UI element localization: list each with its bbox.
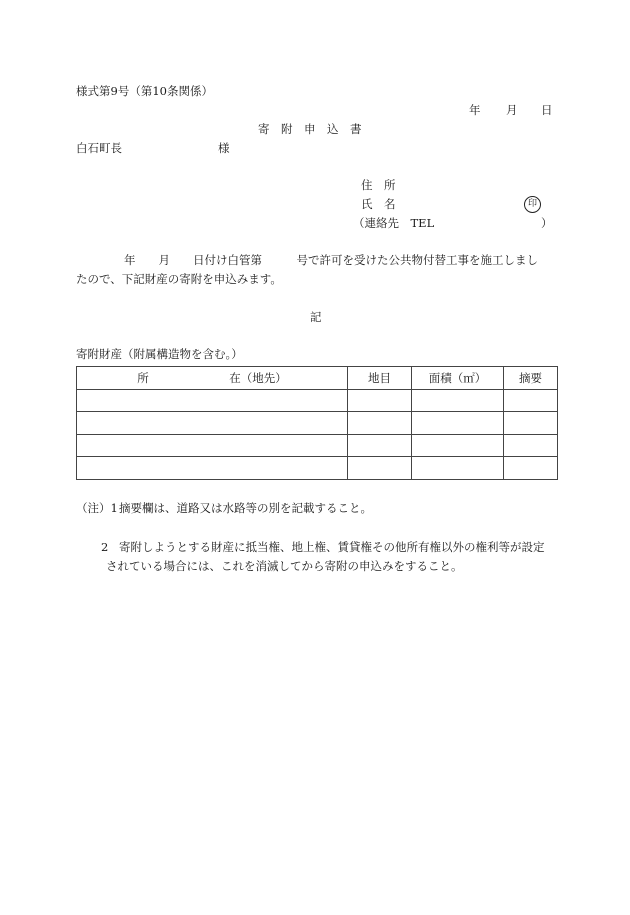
note-1-text: 摘要欄は、道路又は水路等の別を記載すること。 — [119, 501, 372, 515]
cell-remarks[interactable] — [504, 434, 558, 457]
cell-area[interactable] — [412, 412, 504, 435]
address-label: 住 所 — [361, 178, 396, 192]
cell-remarks[interactable] — [504, 389, 558, 412]
cell-location[interactable] — [77, 412, 348, 435]
cell-land-category[interactable] — [348, 389, 412, 412]
note-2-text-continued: されている場合には、これを消滅してから寄附の申込みをすること。 — [106, 559, 463, 573]
header-land-category: 地目 — [348, 367, 412, 390]
form-number: 様式第9号（第10条関係） — [76, 84, 213, 98]
cell-area[interactable] — [412, 389, 504, 412]
cell-land-category[interactable] — [348, 457, 412, 480]
seal-icon: 印 — [524, 196, 541, 213]
cell-location[interactable] — [77, 389, 348, 412]
table-row — [77, 434, 558, 457]
note-2-marker: 2 — [101, 540, 109, 554]
cell-area[interactable] — [412, 457, 504, 480]
table-header-row — [77, 367, 558, 390]
header-remarks: 摘要 — [504, 367, 558, 390]
note-2-text: 寄附しようとする財産に抵当権、地上権、賃貸権その他所有権以外の権利等が設定 — [119, 540, 545, 554]
table-row — [77, 457, 558, 480]
cell-location[interactable] — [77, 434, 348, 457]
table-row — [77, 389, 558, 412]
name-label: 氏 名 — [361, 197, 396, 211]
cell-land-category[interactable] — [348, 412, 412, 435]
gift-property-table — [76, 366, 558, 480]
table-caption: 寄附財産（附属構造物を含む。） — [76, 347, 243, 361]
addressee-name: 白石町長 — [76, 141, 122, 155]
cell-area[interactable] — [412, 434, 504, 457]
addressee-honorific: 様 — [218, 141, 230, 155]
body-line-2: たので、下記財産の寄附を申込みます。 — [76, 272, 282, 286]
date-month: 月 — [506, 103, 518, 117]
date-day: 日 — [541, 103, 553, 117]
body-line-1: 年 月 日付け白管第 号で許可を受けた公共物付替工事を施工しまし — [124, 253, 538, 267]
contact-close: ） — [541, 216, 553, 230]
date-year: 年 — [469, 103, 481, 117]
cell-remarks[interactable] — [504, 412, 558, 435]
note-1-marker: （注）1 — [76, 501, 118, 515]
contact-tel: （連絡先 TEL — [353, 216, 435, 230]
cell-remarks[interactable] — [504, 457, 558, 480]
header-area: 面積（㎡） — [412, 367, 504, 390]
document-title: 寄 附 申 込 書 — [258, 122, 362, 136]
table-row — [77, 412, 558, 435]
cell-location[interactable] — [77, 457, 348, 480]
header-location: 所 在（地先） — [77, 367, 348, 390]
seal-mark — [524, 196, 541, 213]
ki-heading: 記 — [310, 310, 322, 324]
cell-land-category[interactable] — [348, 434, 412, 457]
